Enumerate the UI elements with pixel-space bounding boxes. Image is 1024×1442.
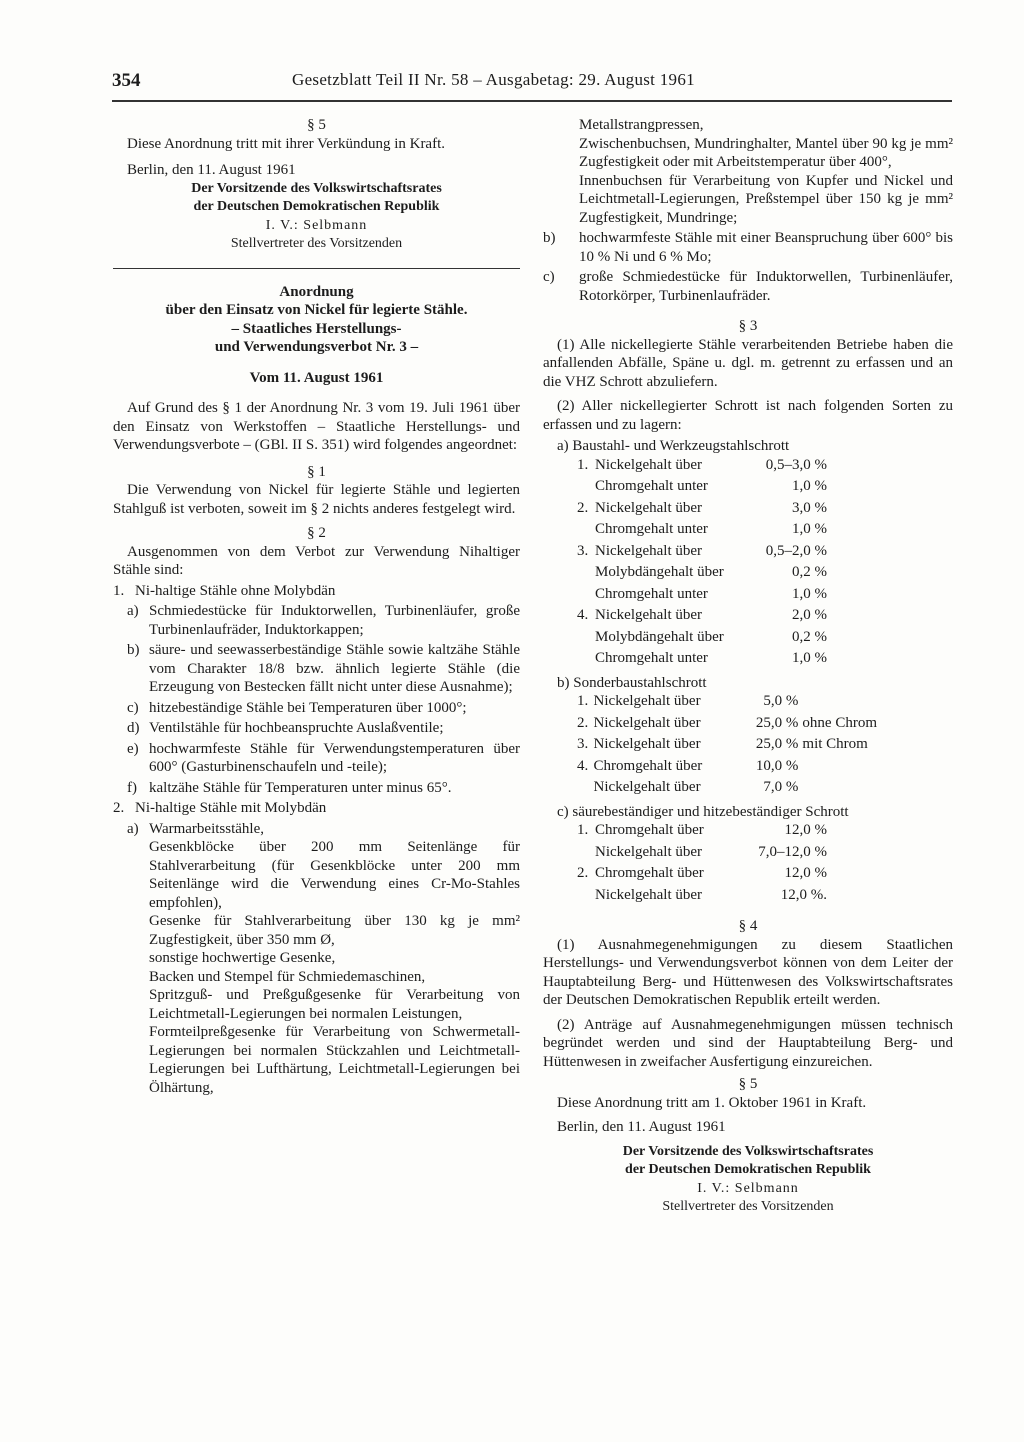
row-value: 5,0 % [763,693,799,709]
group-1-label: 1. [113,582,125,599]
section-separator [113,268,520,269]
row-value: 1,0 % [792,478,827,494]
row-num [577,520,595,542]
item-label: a) [127,820,139,837]
row-value: 10,0 % [755,757,799,774]
row-text: Chromgehalt unter [595,521,708,537]
table-row [577,864,877,886]
table-row [577,456,877,478]
row-text: Nickelgehalt über [593,736,701,752]
g2a-para: Spritzguß- und Preßgußgesenke für Verarbeitung von Leichtmetall-Legierungen bei normalen Leistungen, [149,987,520,1022]
item-label: d) [127,720,140,736]
signer-role: Stellvertreter des Vorsitzenden [662,1199,834,1214]
list-item [127,641,520,697]
row-value: 0,2 % [792,564,827,580]
list-item [127,779,520,798]
item-label: f) [127,779,137,796]
s2-text: Ausgenommen von dem Verbot zur Verwendung Nihaltiger Stähle sind: [113,543,520,578]
cont-para: Metallstrangpressen, [579,117,704,133]
prev-section-text: Diese Anordnung tritt mit ihrer Verkündung in Kraft. [127,135,446,152]
row-text: Nickelgehalt über [595,456,703,473]
category-c-table [577,821,877,907]
row-extra [827,499,877,521]
cont-para: Innenbuchsen für Verarbeitung von Kupfer und Nickel und Leichtmetall-Legierungen, Preßstempel über 150 kg je mm² Zugfestigkeit, Mundringe; [579,172,953,226]
row-extra [827,628,877,650]
row-text: Nickelgehalt über [595,886,703,903]
row-value: 12,0 %. [780,886,827,903]
row-num: 1. [577,456,589,473]
row-extra [827,606,877,628]
table-row [577,886,877,908]
row-value: 7,0–12,0 % [758,843,827,860]
table-row [577,585,877,607]
page-header [112,70,952,98]
item-text: Ventilstähle für hochbeanspruchte Auslaßventile; [149,720,444,736]
row-num: 2. [577,714,589,731]
s4-para-1: (1) Ausnahmegenehmigungen zu diesem Staatlichen Herstellungs- und Verwendungsverbot können von dem Leiter der Hauptabteilung Berg- und Hüttenwesen des Volkswirtschaftsrates der Deutschen Demokratischen Republik erteilt werden. [543,936,953,1008]
row-extra [798,778,877,800]
s1-text: Die Verwendung von Nickel für legierte Stähle und legierten Stahlguß ist verboten, soweit im § 2 nichts anderes festgelegt wird. [113,482,520,517]
item-text: Schmiedestücke für Induktorwellen, Turbinenläufer, große Turbinenlaufräder, Induktorkappen; [149,603,520,638]
prev-sign-title-2: der Deutschen Demokratischen Republik [193,199,440,214]
s1-heading: § 1 [307,463,326,480]
table-row [577,563,877,585]
page-number: 354 [112,70,141,91]
row-text: Chromgehalt unter [595,585,708,602]
item-text: säure- und seewasserbeständige Stähle sowie kaltzähe Stähle vom Charakter 18/8 bzw. ähnlich legierte Stähle (die Erzeugung von Bestecken fällt nicht unter diese Ausnahme); [149,642,520,695]
g2a-para: Backen und Stempel für Schmiedemaschinen, [149,968,426,985]
row-value: 7,0 % [763,779,799,795]
place-date: Berlin, den 11. August 1961 [557,1119,726,1135]
row-text: Nickelgehalt über [593,714,701,731]
table-row [577,821,877,843]
ordinance-date: Vom 11. August 1961 [249,369,384,386]
s5-text: Diese Anordnung tritt am 1. Oktober 1961 in Kraft. [557,1094,867,1111]
g2a-para: Formteilpreßgesenke für Verarbeitung von Schwermetall-Legierungen bei normalen Stückzahlen und Leichtmetall-Legierungen bei Lufthärtung, Leichtmetall-Legierungen bei Ölhärtung, [149,1024,520,1096]
s3-heading: § 3 [738,318,758,334]
prev-section-heading: § 5 [307,117,326,133]
header-title: Gesetzblatt Teil II Nr. 58 – Ausgabetag: 29. August 1961 [292,70,695,89]
row-text: Nickelgehalt über [595,607,703,623]
header-rule [112,100,952,102]
row-num: 3. [577,542,589,559]
ordinance-title-1: Anordnung [279,283,354,300]
row-value: 12,0 % [784,865,827,881]
left-column [113,116,520,1097]
row-extra [798,692,877,714]
s2-heading: § 2 [307,525,326,541]
row-value: 1,0 % [792,650,827,666]
continued-paragraphs [579,116,953,227]
group-1-title: Ni-haltige Stähle ohne Molybdän [135,582,336,599]
s5-heading: § 5 [738,1076,758,1092]
item-text: hitzebeständige Stähle bei Temperaturen über 1000°; [149,699,467,716]
table-row [577,477,877,499]
item-text: hochwarmfeste Stähle für Verwendungstemperaturen über 600° (Gasturbinenschaufeln und -teile); [149,740,520,775]
row-extra [827,542,877,564]
row-value: 25,0 % [755,714,799,731]
row-extra [827,843,877,865]
table-row [577,757,877,779]
right-column [543,116,953,1217]
g2a-para: Gesenke für Stahlverarbeitung über 130 kg je mm² Zugfestigkeit, über 350 mm Ø, [149,913,520,948]
list-item [127,699,520,718]
row-num: 4. [577,607,589,623]
row-num: 2. [577,499,589,516]
item-label: c) [543,269,555,285]
row-extra [827,886,877,908]
row-value: 2,0 % [792,607,827,623]
group-2a-paragraphs [149,838,520,1097]
row-num [577,628,595,650]
row-value: 12,0 % [784,822,827,838]
prev-signer: I. V.: Selbmann [265,217,368,233]
row-text: Chromgehalt über [595,865,704,881]
row-text: Chromgehalt unter [595,650,708,666]
ordinance-preamble: Auf Grund des § 1 der Anordnung Nr. 3 vom 19. Juli 1961 über den Einsatz von Werkstoffen – Staatliche Herstellungs- und Verwendungsverbote – (GBl. II S. 351) wird folgendes angeordnet: [113,400,520,453]
row-num: 2. [577,865,589,881]
group-2-label: 2. [113,800,125,816]
row-extra [827,821,877,843]
row-num [577,778,594,800]
table-row [577,778,877,800]
item-text: hochwarmfeste Stähle mit einer Beanspruchung über 600° bis 10 % Ni und 6 % Mo; [579,230,953,265]
table-row [577,649,877,671]
table-row [577,499,877,521]
row-extra [827,477,877,499]
s3-para-2: (2) Aller nickellegierter Schrott ist nach folgenden Sorten zu erfassen und zu lagern: [543,398,953,433]
prev-signer-role: Stellvertreter des Vorsitzenden [230,236,403,251]
row-num [577,563,595,585]
group-1-items [127,602,520,797]
row-extra [827,520,877,542]
item-text: große Schmiedestücke für Induktorwellen, Turbinenläufer, Rotorkörper, Turbinenlaufräder. [579,269,953,304]
row-extra [827,585,877,607]
sign-title-2: der Deutschen Demokratischen Republik [625,1162,871,1177]
item-label: a) [127,603,139,619]
prev-sign-title-1: Der Vorsitzende des Volkswirtschaftsrates [191,180,442,196]
row-num: 1. [577,693,589,709]
table-row [577,735,877,757]
row-text: Molybdängehalt über [595,628,724,645]
row-num [577,886,595,908]
row-num: 3. [577,736,589,752]
s4-para-2: (2) Anträge auf Ausnahmegenehmigungen müssen technisch begründet werden und sind der Hauptabteilung Berg- und Hüttenwesen in zweifacher Ausfertigung einzureichen. [543,1016,953,1070]
row-extra [827,649,877,671]
table-row [577,843,877,865]
row-num [577,477,595,499]
row-value: 1,0 % [792,521,827,537]
row-value: 1,0 % [792,585,827,602]
category-b-table [577,692,877,800]
row-text: Chromgehalt unter [595,478,708,494]
signer: I. V.: Selbmann [697,1180,799,1196]
table-row [577,542,877,564]
list-item [543,268,953,305]
row-text: Molybdängehalt über [595,564,724,580]
item-label: b) [543,230,556,246]
row-value: 0,5–3,0 % [765,456,827,473]
list-item [543,229,953,266]
ordinance-title-4: und Verwendungsverbot Nr. 3 – [214,339,419,355]
category-a-table [577,456,877,671]
row-num: 1. [577,822,589,838]
row-extra [827,864,877,886]
table-row [577,628,877,650]
list-item [127,719,520,738]
item-label: b) [127,642,140,658]
ordinance-title-2: über den Einsatz von Nickel für legierte Stähle. [165,302,468,318]
item-text: kaltzähe Stähle für Temperaturen unter minus 65°. [149,779,452,796]
category-c: c) säurebeständiger und hitzebeständiger Schrott [557,803,849,820]
row-extra: mit Chrom [802,736,868,752]
table-row [577,606,877,628]
row-value: 0,5–2,0 % [765,542,827,559]
prev-place-date: Berlin, den 11. August 1961 [127,162,296,178]
ordinance-title-3: – Staatliches Herstellungs- [231,320,402,337]
row-extra [798,757,877,779]
list-item [127,820,520,839]
list-item [127,740,520,777]
group-1-header [113,582,520,601]
row-value: 0,2 % [792,628,827,645]
list-item [127,602,520,639]
category-a: a) Baustahl- und Werkzeugstahlschrott [557,438,790,454]
sign-title-1: Der Vorsitzende des Volkswirtschaftsrates [622,1143,874,1159]
row-value: 3,0 % [792,499,827,516]
row-text: Chromgehalt über [593,757,703,774]
row-value: 25,0 % [755,736,799,752]
s4-heading: § 4 [738,918,758,934]
group-2-header [113,799,520,818]
row-text: Chromgehalt über [595,822,704,838]
g2a-para: Gesenkblöcke über 200 mm Seitenlänge für Stahlverarbeitung (für Gesenkblöcke unter 200 mm Seitenlänge wird die Verwendung eines Cr-Mo-Stahles empfohlen), [149,839,520,911]
cont-para: Zwischenbuchsen, Mundringhalter, Mantel über 90 kg je mm² Zugfestigkeit oder mit Arbeitstemperatur über 400°, [579,135,953,170]
row-text: Nickelgehalt über [595,499,703,516]
group-2-items [127,820,520,1098]
row-extra: ohne Chrom [802,714,877,731]
group-2-title: Ni-haltige Stähle mit Molybdän [135,800,327,816]
row-text: Nickelgehalt über [595,542,703,559]
category-b: b) Sonderbaustahlschrott [557,674,707,691]
item-text: Warmarbeitsstähle, [149,820,264,837]
s3-para-1: (1) Alle nickellegierte Stähle verarbeitenden Betriebe haben die anfallenden Abfälle, Späne u. dgl. m. getrennt zu erfassen und an die VHZ Schrott abzuliefern. [543,336,953,390]
g2a-para: sonstige hochwertige Gesenke, [149,950,336,966]
row-extra [827,563,877,585]
row-num [577,585,595,607]
item-label: e) [127,740,139,757]
table-row [577,714,877,736]
row-extra [827,456,877,478]
table-row [577,520,877,542]
row-num [577,649,595,671]
table-row [577,692,877,714]
row-text: Nickelgehalt über [595,843,703,860]
row-num: 4. [577,757,589,774]
row-text: Nickelgehalt über [593,779,701,795]
item-label: c) [127,699,139,716]
row-text: Nickelgehalt über [593,693,701,709]
row-num [577,843,595,865]
